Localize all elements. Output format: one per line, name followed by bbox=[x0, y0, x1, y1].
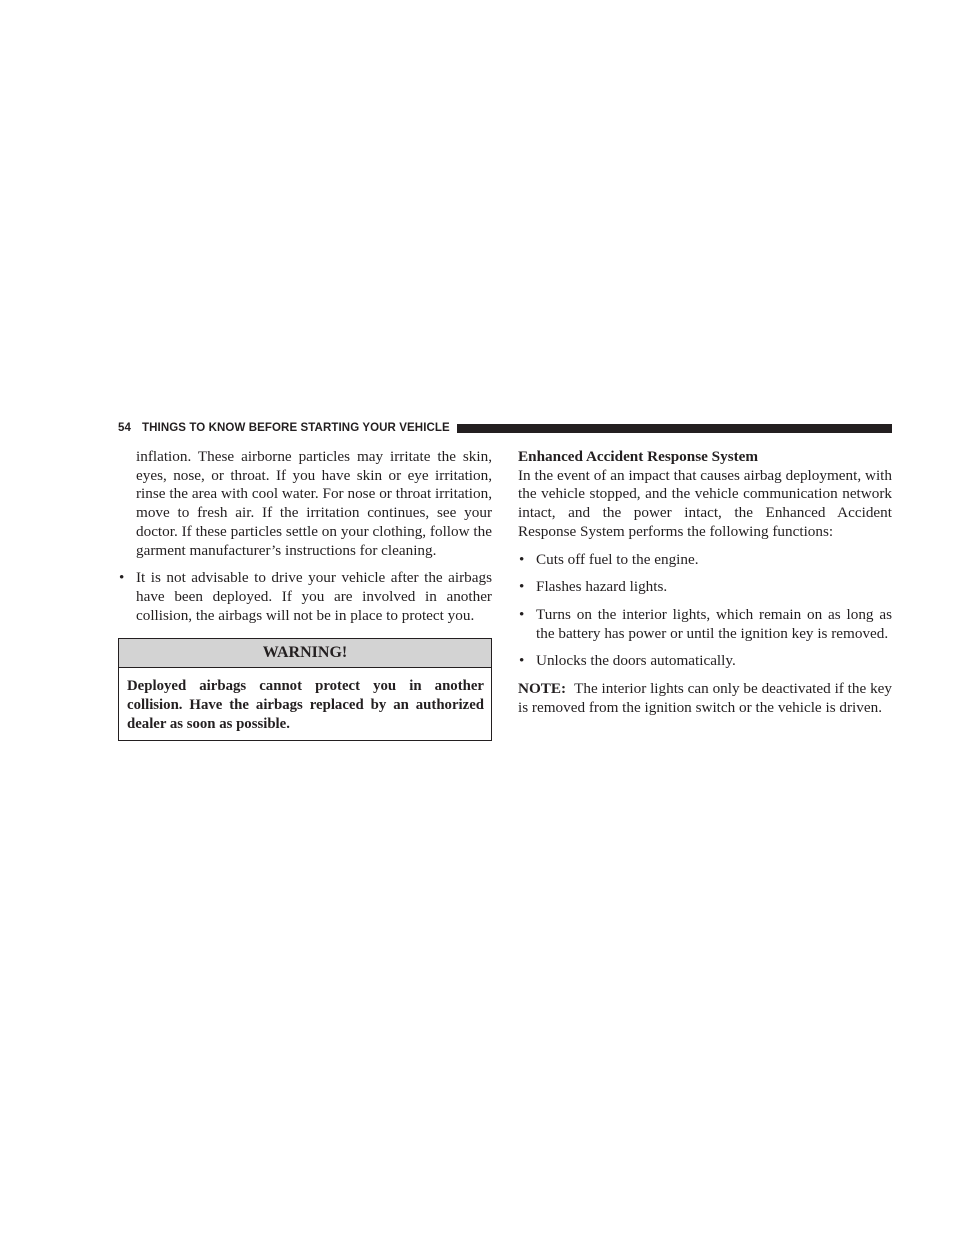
warning-body: Deployed airbags cannot protect you in another collision. Have the airbags replaced by an authorized dealer as soon as possible. bbox=[127, 678, 484, 732]
bullet-icon: • bbox=[519, 652, 525, 670]
warning-title: WARNING! bbox=[119, 639, 491, 668]
list-item-text: It is not advisable to drive your vehicle after the airbags have been deployed. If you are involved in another collision, the airbags will not be in place to protect you. bbox=[136, 569, 492, 624]
header-rule bbox=[457, 424, 892, 433]
list-item bbox=[518, 652, 892, 671]
list-item-text: Unlocks the doors automatically. bbox=[536, 652, 736, 670]
bullet-icon: • bbox=[519, 550, 525, 568]
intro-paragraph: In the event of an impact that causes airbag deployment, with the vehicle stopped, and the vehicle communication network intact, and the power intact, the Enhanced Accident Response System performs the following functions: bbox=[518, 466, 892, 540]
section-title: THINGS TO KNOW BEFORE STARTING YOUR VEHICLE bbox=[142, 422, 450, 434]
list-item bbox=[118, 569, 492, 625]
left-column bbox=[118, 448, 492, 741]
continuation-paragraph: inflation. These airborne particles may irritate the skin, eyes, nose, or throat. If you have skin or eye irritation, rinse the area with cool water. For nose or throat irritation, move to fresh air. If the irritation continues, see your doctor. If these particles settle on your clothing, follow the garment manufacturer’s instructions for cleaning. bbox=[136, 448, 492, 559]
list-item bbox=[518, 606, 892, 643]
warning-box bbox=[118, 638, 492, 741]
page-number: 54 bbox=[118, 422, 131, 434]
list-item-text: Flashes hazard lights. bbox=[536, 578, 668, 596]
note-text: The interior lights can only be deactivated if the key is removed from the ignition switch or the vehicle is driven. bbox=[518, 680, 892, 716]
list-item bbox=[518, 578, 892, 597]
list-item bbox=[518, 551, 892, 570]
right-column bbox=[518, 448, 892, 717]
bullet-icon: • bbox=[119, 569, 125, 587]
page-header bbox=[118, 419, 892, 437]
note-label: NOTE: bbox=[518, 680, 567, 698]
list-item-text: Turns on the interior lights, which remain on as long as the battery has power or until the ignition key is removed. bbox=[536, 605, 892, 642]
bullet-icon: • bbox=[519, 605, 525, 623]
bullet-icon: • bbox=[519, 578, 525, 596]
list-item-text: Cuts off fuel to the engine. bbox=[536, 550, 699, 568]
note-paragraph bbox=[518, 680, 892, 717]
section-heading: Enhanced Accident Response System bbox=[518, 448, 759, 465]
